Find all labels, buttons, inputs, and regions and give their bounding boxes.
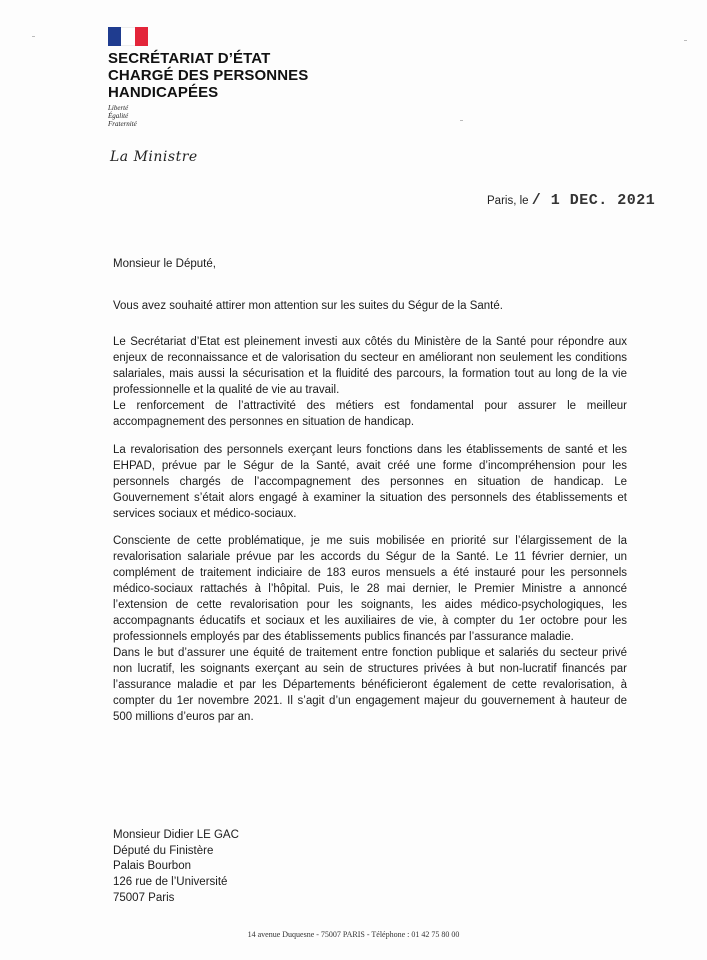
- scan-speck: [460, 120, 463, 121]
- date-line: [487, 192, 655, 209]
- paragraph-revalorisation: [113, 442, 627, 522]
- ministry-name: [108, 50, 368, 101]
- minister-signature-title: La Ministre: [110, 149, 198, 165]
- scan-speck: [684, 40, 687, 41]
- ministry-line-1: SECRÉTARIAT D’ÉTAT: [108, 50, 271, 67]
- scan-speck: [32, 36, 35, 37]
- recipient-building: Palais Bourbon: [113, 860, 191, 873]
- paragraph-measures: [113, 533, 627, 725]
- motto-egalite: Égalité: [108, 112, 129, 120]
- paragraph-4b-text: Dans le but d’assurer une équité de traitement entre fonction publique et salariés du secteur privé non lucratif, les soignants exerçant au sein de structures privées à but non-lucratif financés par l’assurance maladie et par les Départements bénéficieront également de cette revalorisation, à compter du 1er novembre 2021. Il s’agit d’un engagement majeur du gouvernement à hauteur de 500 millions d’euros par an.: [113, 647, 627, 723]
- date-stamp: / 1 DEC. 2021: [531, 192, 656, 209]
- paragraph-2a-text: Le Secrétariat d’Etat est pleinement investi aux côtés du Ministère de la Santé pour répondre aux enjeux de reconnaissance et de valorisation du secteur en améliorant non seulement les conditions salariales, mais aussi la sécurisation et la fluidité des parcours, la formation tout au long de la vie professionnelle et la qualité de vie au travail.: [113, 336, 627, 396]
- recipient-name: Monsieur Didier LE GAC: [113, 829, 239, 841]
- flag-white-band: [121, 27, 134, 46]
- flag-red-band: [135, 27, 148, 46]
- footer-address: 14 avenue Duquesne - 75007 PARIS - Téléphone : 01 42 75 80 00: [247, 930, 460, 939]
- paragraph-2b-text: Le renforcement de l’attractivité des métiers est fondamental pour assurer le meilleur accompagnement des personnes en situation de handicap.: [113, 400, 627, 428]
- paragraph-1-text: Vous avez souhaité attirer mon attention sur les suites du Ségur de la Santé.: [113, 300, 503, 312]
- ministry-line-2: CHARGÉ DES PERSONNES: [108, 67, 309, 84]
- republic-motto: [108, 104, 137, 128]
- salutation: Monsieur le Député,: [113, 258, 216, 270]
- motto-fraternite: Fraternité: [108, 120, 137, 128]
- recipient-address: [113, 828, 239, 907]
- french-flag-logo: [108, 27, 148, 46]
- paragraph-intro: [113, 298, 627, 314]
- paragraph-commitment: [113, 334, 627, 430]
- recipient-city: 75007 Paris: [113, 891, 175, 904]
- paragraph-3-text: La revalorisation des personnels exerçant leurs fonctions dans les établissements de santé et les EHPAD, prévue par le Ségur de la Santé, avait créé une forme d’incompréhension pour les personnels chargés de l’accompagnement des personnes en situation de handicap. Le Gouvernement s’était alors engagé à examiner la situation des personnels des établissements et services sociaux et médico-sociaux.: [113, 444, 627, 520]
- motto-liberte: Liberté: [108, 104, 129, 112]
- recipient-street: 126 rue de l’Université: [113, 876, 228, 889]
- recipient-title: Député du Finistère: [113, 844, 214, 857]
- date-prefix: Paris, le: [487, 195, 529, 207]
- paragraph-4a-text: Consciente de cette problématique, je me suis mobilisée en priorité sur l’élargissement de la revalorisation salariale prévue par les accords du Ségur de la Santé. Le 11 février dernier, un complément de traitement indiciaire de 183 euros mensuels a été instauré pour les personnels médico-sociaux rattachés à l’hôpital. Puis, le 28 mai dernier, le Premier Ministre a annoncé l’extension de cette revalorisation pour les soignants, les aides médico-psychologiques, les accompagnants éducatifs et sociaux et les auxiliaires de vie, à compter du 1er octobre pour les professionnels employés par des établissements publics financés par l’assurance maladie.: [113, 535, 627, 643]
- ministry-line-3: HANDICAPÉES: [108, 84, 219, 101]
- flag-blue-band: [108, 27, 121, 46]
